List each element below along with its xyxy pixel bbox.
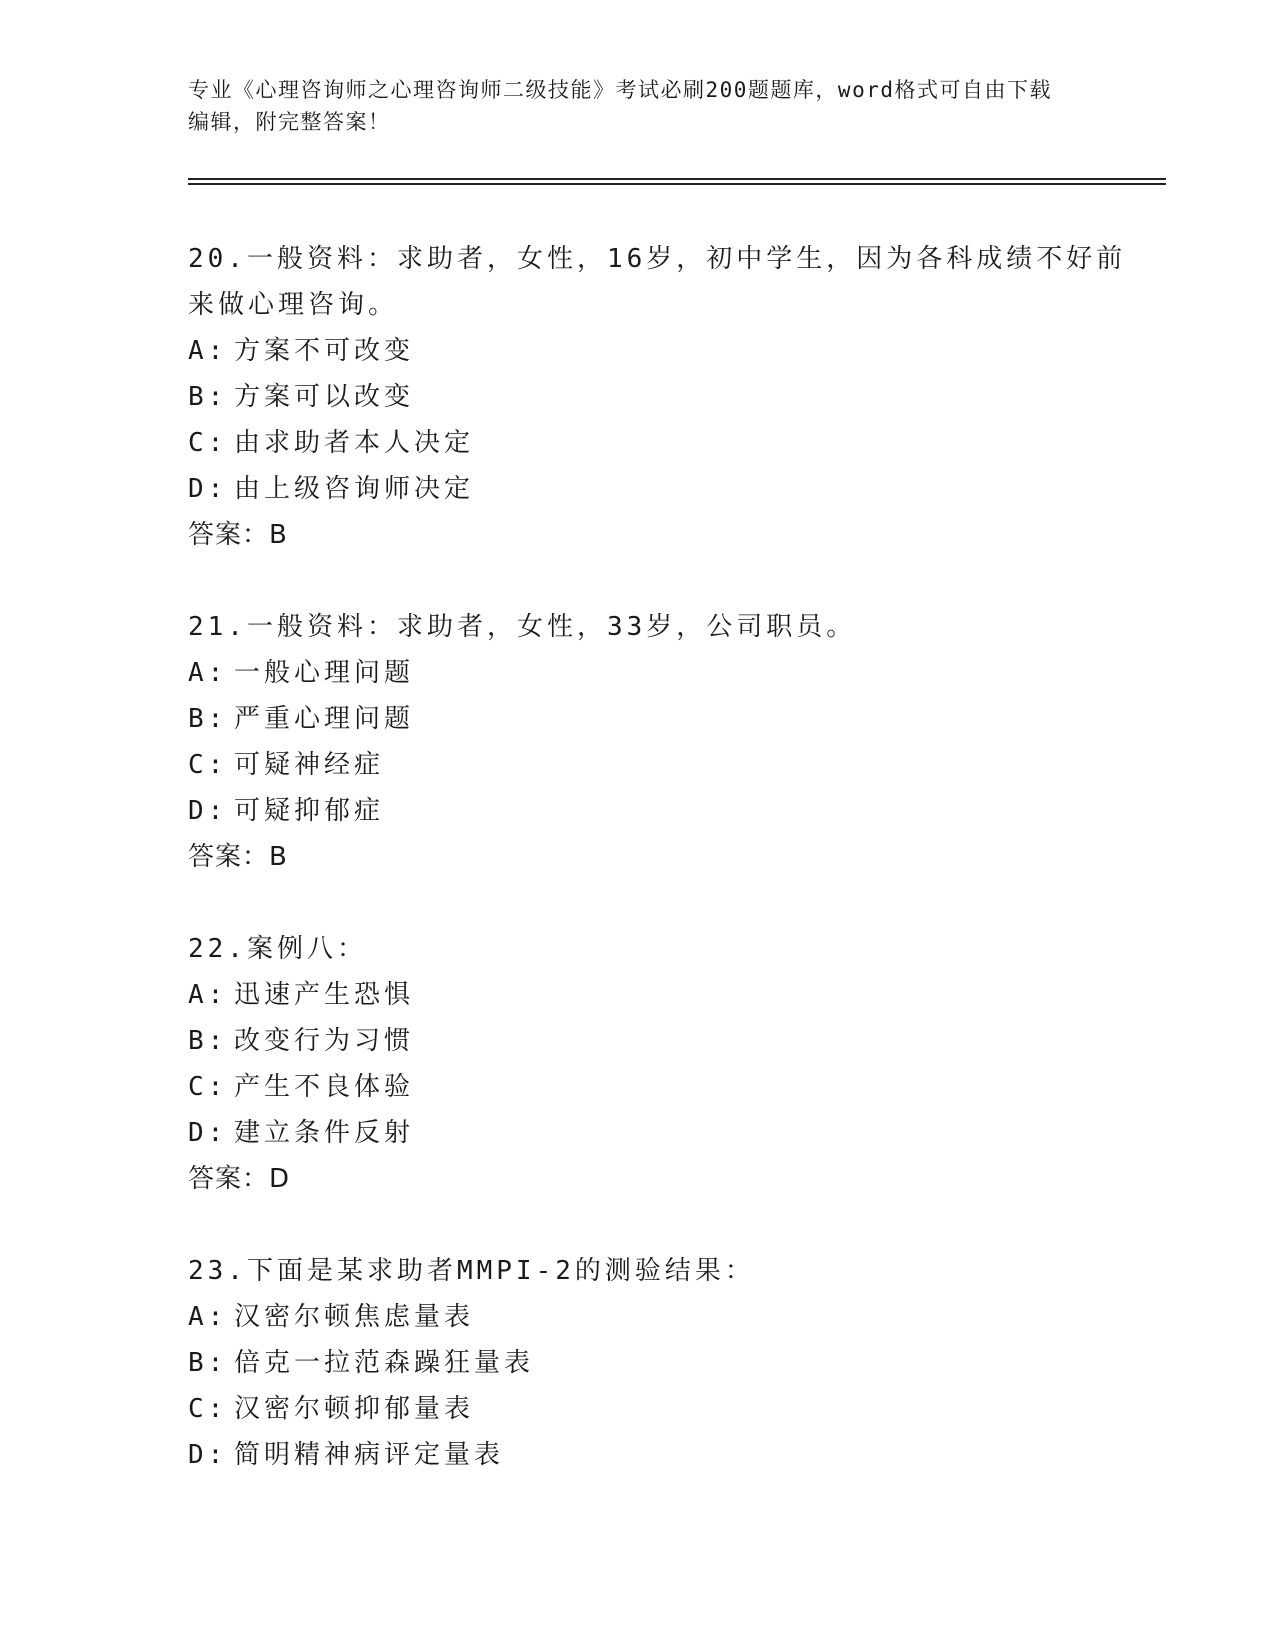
answer-line: 答案：D: [188, 1164, 291, 1194]
question-21: [188, 604, 1128, 880]
header-divider-top: [188, 178, 1166, 180]
option-text: 改变行为习惯: [234, 1026, 415, 1056]
option-text: 简明精神病评定量表: [234, 1440, 505, 1470]
option-text: 方案可以改变: [234, 382, 415, 412]
option-letter: B:: [188, 1348, 228, 1378]
question-stem: 22.案例八：: [188, 934, 367, 964]
header-divider-bottom: [188, 183, 1166, 185]
question-stem: 21.一般资料：求助者，女性，33岁，公司职员。: [188, 612, 857, 642]
option-letter: C:: [188, 428, 228, 458]
option-text: 汉密尔顿焦虑量表: [234, 1302, 475, 1332]
option-letter: B:: [188, 382, 228, 412]
option-letter: D:: [188, 1118, 228, 1148]
option-text: 汉密尔顿抑郁量表: [234, 1394, 475, 1424]
option-letter: D:: [188, 474, 228, 504]
option-text: 产生不良体验: [234, 1072, 415, 1102]
option-text: 可疑神经症: [234, 750, 385, 780]
option-text: 可疑抑郁症: [234, 796, 385, 826]
option-letter: C:: [188, 1394, 228, 1424]
option-letter: D:: [188, 1440, 228, 1470]
question-23: [188, 1248, 1128, 1478]
answer-line: 答案：B: [188, 842, 288, 872]
option-c: [188, 420, 1128, 466]
option-text: 由上级咨询师决定: [234, 474, 475, 504]
option-text: 倍克一拉范森躁狂量表: [234, 1348, 535, 1378]
question-22: [188, 926, 1128, 1202]
option-a: [188, 1294, 1128, 1340]
option-d: [188, 1110, 1128, 1156]
option-letter: A:: [188, 1302, 228, 1332]
question-stem: 20.一般资料：求助者，女性，16岁，初中学生，因为各科成绩不好前来做心理咨询。: [188, 244, 1127, 320]
option-letter: B:: [188, 1026, 228, 1056]
option-letter: D:: [188, 796, 228, 826]
option-d: [188, 466, 1128, 512]
document-header: 专业《心理咨询师之心理咨询师二级技能》考试必刷200题题库，word格式可自由下载编辑，附完整答案！: [188, 78, 1052, 134]
option-letter: A:: [188, 658, 228, 688]
option-text: 方案不可改变: [234, 336, 415, 366]
question-stem: 23.下面是某求助者MMPI-2的测验结果：: [188, 1256, 755, 1286]
option-text: 迅速产生恐惧: [234, 980, 415, 1010]
answer-line: 答案：B: [188, 520, 288, 550]
option-text: 由求助者本人决定: [234, 428, 475, 458]
option-a: [188, 972, 1128, 1018]
option-letter: B:: [188, 704, 228, 734]
option-d: [188, 1432, 1128, 1478]
option-text: 一般心理问题: [234, 658, 415, 688]
option-letter: A:: [188, 336, 228, 366]
option-text: 严重心理问题: [234, 704, 415, 734]
option-letter: C:: [188, 1072, 228, 1102]
option-letter: C:: [188, 750, 228, 780]
option-a: [188, 328, 1128, 374]
option-b: [188, 1340, 1128, 1386]
option-b: [188, 696, 1128, 742]
option-b: [188, 1018, 1128, 1064]
option-a: [188, 650, 1128, 696]
option-c: [188, 742, 1128, 788]
question-list: [188, 236, 1128, 1524]
option-letter: A:: [188, 980, 228, 1010]
option-c: [188, 1386, 1128, 1432]
question-20: [188, 236, 1128, 558]
option-b: [188, 374, 1128, 420]
option-c: [188, 1064, 1128, 1110]
option-d: [188, 788, 1128, 834]
option-text: 建立条件反射: [234, 1118, 415, 1148]
